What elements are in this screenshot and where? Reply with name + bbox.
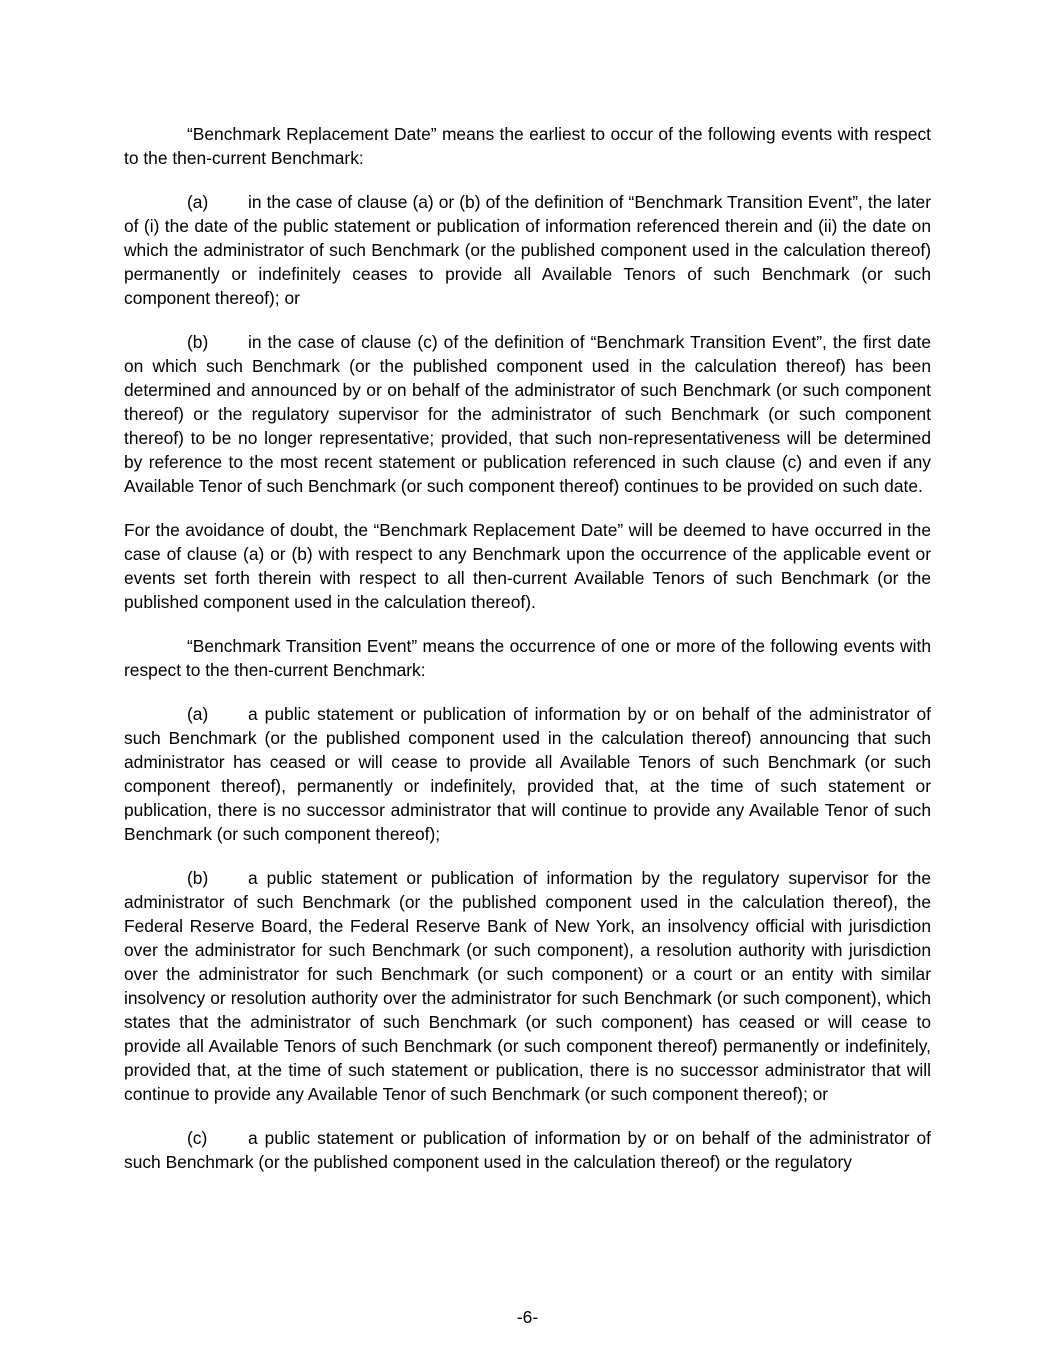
- paragraph-text: in the case of clause (a) or (b) of the definition of “Benchmark Transition Event”, the later of (i) the date of the public statement or publication of information referenced therein and (ii) the date on which the administrator of such Benchmark (or the published component used in the calculation thereof) permanently or indefinitely ceases to provide all Available Tenors of such Benchmark (or such component thereof); or: [124, 192, 931, 308]
- paragraph-text: a public statement or publication of information by or on behalf of the administrator of such Benchmark (or the published component used in the calculation thereof) announcing that such administrator has ceased or will cease to provide all Available Tenors of such Benchmark (or such component thereof), permanently or indefinitely, provided that, at the time of such statement or publication, there is no successor administrator that will continue to provide any Available Tenor of such Benchmark (or such component thereof);: [124, 704, 931, 844]
- clause-b-replacement-date: [124, 330, 931, 498]
- clause-label: (b): [187, 332, 209, 352]
- paragraph-benchmark-transition-event: [124, 634, 931, 682]
- paragraph-text: “Benchmark Replacement Date” means the earliest to occur of the following events with respect to the then-current Benchmark:: [124, 124, 931, 168]
- clause-a-transition-event: [124, 702, 931, 846]
- paragraph-text: a public statement or publication of information by or on behalf of the administrator of such Benchmark (or the published component used in the calculation thereof) or the regulatory: [124, 1128, 931, 1172]
- paragraph-text: For the avoidance of doubt, the “Benchmark Replacement Date” will be deemed to have occurred in the case of clause (a) or (b) with respect to any Benchmark upon the occurrence of the applicable event or events set forth therein with respect to all then-current Available Tenors of such Benchmark (or the published component used in the calculation thereof).: [124, 520, 931, 612]
- paragraph-text: “Benchmark Transition Event” means the occurrence of one or more of the following events with respect to the then-current Benchmark:: [124, 636, 931, 680]
- clause-b-transition-event: [124, 866, 931, 1106]
- paragraph-benchmark-replacement-date: [124, 122, 931, 170]
- paragraph-text: a public statement or publication of information by the regulatory supervisor for the administrator of such Benchmark (or the published component used in the calculation thereof), the Federal Reserve Board, the Federal Reserve Bank of New York, an insolvency official with jurisdiction over the administrator for such Benchmark (or such component), a resolution authority with jurisdiction over the administrator for such Benchmark (or such component) or a court or an entity with similar insolvency or resolution authority over the administrator for such Benchmark (or such component), which states that the administrator of such Benchmark (or such component) has ceased or will cease to provide all Available Tenors of such Benchmark (or such component thereof) permanently or indefinitely, provided that, at the time of such statement or publication, there is no successor administrator that will continue to provide any Available Tenor of such Benchmark (or such component thereof); or: [124, 868, 931, 1104]
- clause-label: (c): [187, 1128, 208, 1148]
- clause-label: (a): [187, 192, 209, 212]
- clause-label: (a): [187, 704, 209, 724]
- clause-a-replacement-date: [124, 190, 931, 310]
- paragraph-text: in the case of clause (c) of the definition of “Benchmark Transition Event”, the first date on which such Benchmark (or the published component used in the calculation thereof) has been determined and announced by or on behalf of the administrator of such Benchmark (or such component thereof) or the regulatory supervisor for the administrator of such Benchmark (or such component thereof) to be no longer representative; provided, that such non-representativeness will be determined by reference to the most recent statement or publication referenced in such clause (c) and even if any Available Tenor of such Benchmark (or such component thereof) continues to be provided on such date.: [124, 332, 931, 496]
- clause-label: (b): [187, 868, 209, 888]
- document-body: [124, 122, 931, 1194]
- paragraph-avoidance-of-doubt: [124, 518, 931, 614]
- clause-c-transition-event: [124, 1126, 931, 1174]
- page-number: -6-: [516, 1307, 539, 1327]
